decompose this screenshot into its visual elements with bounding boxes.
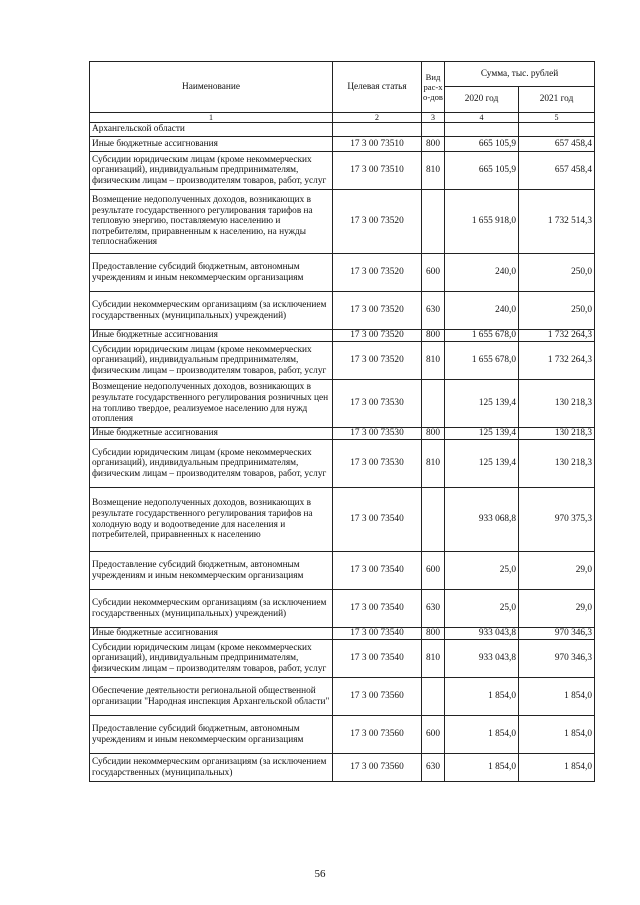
table-row: [90, 440, 595, 488]
table-row: [90, 254, 595, 292]
row-expense-kind: 810: [422, 640, 445, 678]
row-expense-kind: [422, 678, 445, 716]
row-expense-kind: 630: [422, 754, 445, 782]
row-sum-2021: 130 218,3: [519, 428, 595, 440]
row-expense-kind: 800: [422, 628, 445, 640]
row-sum-2021: 970 346,3: [519, 640, 595, 678]
row-target-code: 17 3 00 73540: [333, 552, 422, 590]
column-index-row: [90, 113, 595, 123]
row-name: Субсидии юридическим лицам (кроме некоммерческих организаций), индивидуальным предпринимателям, физическим лицам – производителям товаров, работ, услуг: [90, 440, 333, 488]
row-sum-2020: 1 854,0: [445, 678, 519, 716]
row-name: Предоставление субсидий бюджетным, автономным учреждениям и иным некоммерческим организациям: [90, 716, 333, 754]
table-row: [90, 123, 595, 137]
row-sum-2021: 250,0: [519, 292, 595, 330]
table-row: [90, 552, 595, 590]
index-cell: 4: [445, 113, 519, 123]
header-sum: Сумма, тыс. рублей: [445, 62, 595, 87]
index-cell: 2: [333, 113, 422, 123]
row-expense-kind: 630: [422, 590, 445, 628]
row-name: Субсидии некоммерческим организациям (за исключением государственных (муниципальных): [90, 754, 333, 782]
row-sum-2021: 970 346,3: [519, 628, 595, 640]
row-sum-2021: 29,0: [519, 590, 595, 628]
row-expense-kind: 800: [422, 330, 445, 342]
row-expense-kind: [422, 488, 445, 552]
row-sum-2021: 250,0: [519, 254, 595, 292]
row-sum-2021: 130 218,3: [519, 380, 595, 428]
table-row: [90, 488, 595, 552]
row-sum-2020: 125 139,4: [445, 380, 519, 428]
row-expense-kind: 600: [422, 716, 445, 754]
row-target-code: 17 3 00 73560: [333, 754, 422, 782]
row-expense-kind: 600: [422, 254, 445, 292]
row-name: Субсидии юридическим лицам (кроме некоммерческих организаций), индивидуальным предпринимателям, физическим лицам – производителям товаров, работ, услуг: [90, 152, 333, 190]
header-year-2021: 2021 год: [519, 87, 595, 113]
row-target-code: 17 3 00 73520: [333, 190, 422, 254]
table-row: [90, 292, 595, 330]
row-target-code: 17 3 00 73520: [333, 292, 422, 330]
row-expense-kind: 810: [422, 440, 445, 488]
row-sum-2020: 1 655 678,0: [445, 342, 519, 380]
table-body: [90, 62, 595, 782]
row-expense-kind: 800: [422, 428, 445, 440]
header-row: [90, 62, 595, 87]
table-row: [90, 152, 595, 190]
row-expense-kind: [422, 380, 445, 428]
row-sum-2020: 1 854,0: [445, 716, 519, 754]
row-name: Иные бюджетные ассигнования: [90, 137, 333, 152]
row-sum-2021: 1 732 264,3: [519, 342, 595, 380]
row-sum-2020: 25,0: [445, 552, 519, 590]
table-row: [90, 380, 595, 428]
row-sum-2020: 1 655 678,0: [445, 330, 519, 342]
table-row: [90, 640, 595, 678]
row-sum-2021: 29,0: [519, 552, 595, 590]
table-row: [90, 190, 595, 254]
row-sum-2021: 1 854,0: [519, 716, 595, 754]
row-target-code: 17 3 00 73530: [333, 440, 422, 488]
row-target-code: 17 3 00 73560: [333, 716, 422, 754]
row-sum-2020: 933 043,8: [445, 640, 519, 678]
row-sum-2021: 657 458,4: [519, 137, 595, 152]
row-name: Субсидии некоммерческим организациям (за исключением государственных (муниципальных) учреждений): [90, 292, 333, 330]
row-name: Иные бюджетные ассигнования: [90, 628, 333, 640]
row-target-code: 17 3 00 73510: [333, 152, 422, 190]
row-target-code: 17 3 00 73530: [333, 428, 422, 440]
row-sum-2020: 665 105,9: [445, 152, 519, 190]
table-row: [90, 754, 595, 782]
header-year-2020: 2020 год: [445, 87, 519, 113]
row-sum-2021: 1 732 264,3: [519, 330, 595, 342]
table-row: [90, 428, 595, 440]
row-expense-kind: [422, 123, 445, 137]
header-name: Наименование: [90, 62, 333, 113]
row-expense-kind: 630: [422, 292, 445, 330]
row-sum-2021: 657 458,4: [519, 152, 595, 190]
row-target-code: 17 3 00 73540: [333, 488, 422, 552]
header-target: Целевая статья: [333, 62, 422, 113]
row-target-code: 17 3 00 73520: [333, 330, 422, 342]
row-target-code: 17 3 00 73520: [333, 342, 422, 380]
row-sum-2020: 1 854,0: [445, 754, 519, 782]
row-sum-2020: 125 139,4: [445, 440, 519, 488]
row-sum-2020: 25,0: [445, 590, 519, 628]
index-cell: 1: [90, 113, 333, 123]
row-target-code: [333, 123, 422, 137]
row-name: Субсидии юридическим лицам (кроме некоммерческих организаций), индивидуальным предпринимателям, физическим лицам – производителям товаров, работ, услуг: [90, 640, 333, 678]
row-target-code: 17 3 00 73560: [333, 678, 422, 716]
row-sum-2020: [445, 123, 519, 137]
row-sum-2020: 1 655 918,0: [445, 190, 519, 254]
row-name: Возмещение недополученных доходов, возникающих в результате государственного регулирования тарифов на тепловую энергию, поставляемую населению и потребителям, приравненным к населению, на нужды теплоснабжения: [90, 190, 333, 254]
row-expense-kind: 800: [422, 137, 445, 152]
index-cell: 3: [422, 113, 445, 123]
row-name: Субсидии некоммерческим организациям (за исключением государственных (муниципальных) учреждений): [90, 590, 333, 628]
row-target-code: 17 3 00 73520: [333, 254, 422, 292]
table-row: [90, 342, 595, 380]
row-expense-kind: 810: [422, 342, 445, 380]
index-cell: 5: [519, 113, 595, 123]
row-target-code: 17 3 00 73510: [333, 137, 422, 152]
row-name: Иные бюджетные ассигнования: [90, 428, 333, 440]
row-name: Обеспечение деятельности региональной общественной организации "Народная инспекция Архангельской области": [90, 678, 333, 716]
row-target-code: 17 3 00 73540: [333, 628, 422, 640]
row-expense-kind: [422, 190, 445, 254]
row-name: Иные бюджетные ассигнования: [90, 330, 333, 342]
row-sum-2021: 970 375,3: [519, 488, 595, 552]
row-sum-2021: 1 854,0: [519, 678, 595, 716]
row-expense-kind: 810: [422, 152, 445, 190]
header-kind: Вид рас-хо-дов: [422, 62, 445, 113]
row-sum-2020: 933 043,8: [445, 628, 519, 640]
table-row: [90, 330, 595, 342]
table-row: [90, 628, 595, 640]
row-expense-kind: 600: [422, 552, 445, 590]
row-sum-2021: 130 218,3: [519, 440, 595, 488]
row-sum-2020: 665 105,9: [445, 137, 519, 152]
row-sum-2020: 240,0: [445, 254, 519, 292]
row-name: Предоставление субсидий бюджетным, автономным учреждениям и иным некоммерческим организациям: [90, 254, 333, 292]
budget-table: [89, 61, 595, 782]
page-number: 56: [314, 868, 326, 880]
row-name: Возмещение недополученных доходов, возникающих в результате государственного регулирования тарифов на холодную воду и водоотведение для населения и потребителей, приравненных к населению: [90, 488, 333, 552]
row-target-code: 17 3 00 73530: [333, 380, 422, 428]
row-sum-2021: 1 732 514,3: [519, 190, 595, 254]
row-sum-2020: 125 139,4: [445, 428, 519, 440]
row-target-code: 17 3 00 73540: [333, 590, 422, 628]
row-sum-2020: 240,0: [445, 292, 519, 330]
row-name: Субсидии юридическим лицам (кроме некоммерческих организаций), индивидуальным предпринимателям, физическим лицам – производителям товаров, работ, услуг: [90, 342, 333, 380]
table-row: [90, 137, 595, 152]
row-name: Предоставление субсидий бюджетным, автономным учреждениям и иным некоммерческим организациям: [90, 552, 333, 590]
row-sum-2021: [519, 123, 595, 137]
row-target-code: 17 3 00 73540: [333, 640, 422, 678]
row-sum-2020: 933 068,8: [445, 488, 519, 552]
table-row: [90, 678, 595, 716]
row-name: Архангельской области: [90, 123, 333, 137]
row-name: Возмещение недополученных доходов, возникающих в результате государственного регулирования розничных цен на топливо твердое, реализуемое населению для нужд отопления: [90, 380, 333, 428]
row-sum-2021: 1 854,0: [519, 754, 595, 782]
table-row: [90, 590, 595, 628]
table-row: [90, 716, 595, 754]
